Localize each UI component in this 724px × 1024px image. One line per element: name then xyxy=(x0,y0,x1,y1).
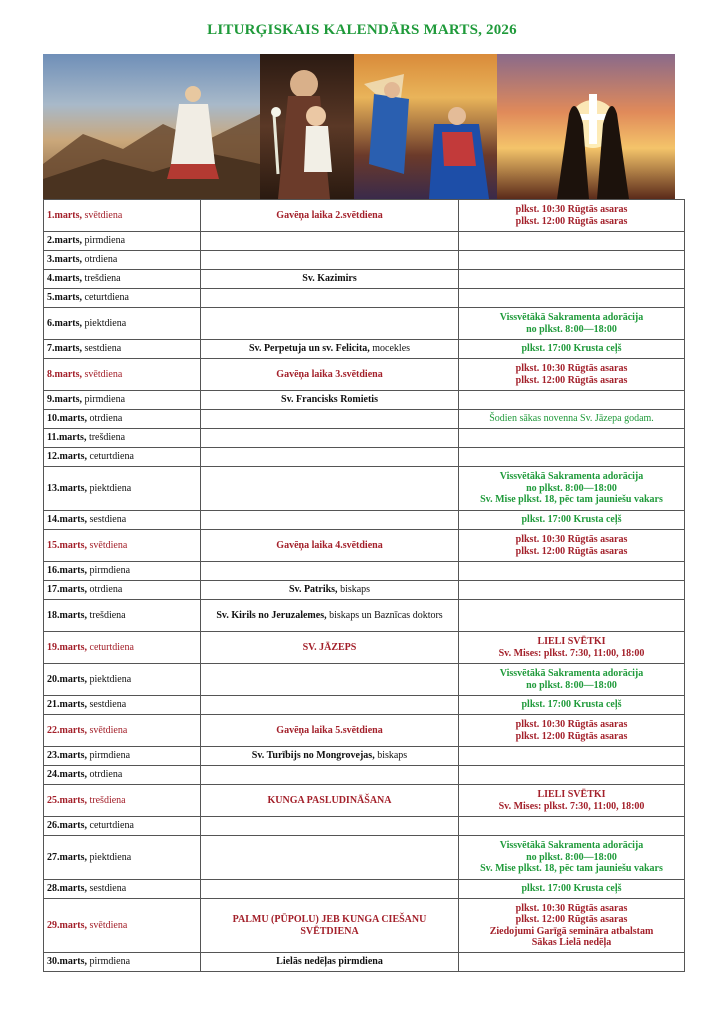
praying-jesus-image xyxy=(43,54,260,199)
weekday: ceturtdiena xyxy=(87,641,134,653)
feast-cell xyxy=(201,696,459,715)
events-cell xyxy=(459,340,685,359)
events-cell xyxy=(459,696,685,715)
feast-cell xyxy=(201,448,459,467)
date-cell xyxy=(44,270,201,289)
date-number: 11.marts, xyxy=(47,432,87,444)
event-line: no plkst. 8:00—18:00 xyxy=(526,851,617,863)
feast-cell xyxy=(201,766,459,785)
date-number: 6.marts, xyxy=(47,317,82,329)
date-cell xyxy=(44,817,201,836)
date-number: 9.marts, xyxy=(47,394,82,406)
feast-name: Sv. Perpetuja un sv. Felicita, xyxy=(248,343,370,355)
weekday: sestdiena xyxy=(82,343,122,355)
table-row xyxy=(44,880,685,899)
event-line: Ziedojumi Garīgā semināra atbalstam xyxy=(489,925,654,937)
date-cell xyxy=(44,530,201,562)
date-cell xyxy=(44,766,201,785)
date-number: 19.marts, xyxy=(47,641,87,653)
events-cell xyxy=(459,429,685,448)
event-line: no plkst. 8:00—18:00 xyxy=(526,679,617,691)
event-line: Sv. Mise plkst. 18, pēc tam jauniešu vakars xyxy=(480,494,663,506)
date-number: 21.marts, xyxy=(47,699,87,711)
date-cell xyxy=(44,562,201,581)
table-row xyxy=(44,429,685,448)
event-line: plkst. 12:00 Rūgtās asaras xyxy=(515,545,628,557)
date-number: 28.marts, xyxy=(47,883,87,895)
feast-name: Sv. Francisks Romietis xyxy=(281,394,378,406)
date-number: 22.marts, xyxy=(47,724,87,736)
events-cell xyxy=(459,562,685,581)
feast-cell xyxy=(201,715,459,747)
feast-name: Gavēņa laika 4.svētdiena xyxy=(276,539,383,551)
table-row xyxy=(44,448,685,467)
date-cell xyxy=(44,359,201,391)
feast-cell xyxy=(201,562,459,581)
weekday: svētdiena xyxy=(87,919,128,931)
events-cell xyxy=(459,581,685,600)
date-number: 14.marts, xyxy=(47,514,87,526)
feast-cell xyxy=(201,632,459,664)
date-number: 18.marts, xyxy=(47,609,87,621)
date-number: 20.marts, xyxy=(47,673,87,685)
feast-cell xyxy=(201,530,459,562)
feast-name: Sv. Patriks, xyxy=(288,584,338,596)
date-cell xyxy=(44,899,201,953)
feast-name: Sv. Kirils no Jeruzalemes, xyxy=(216,609,327,621)
events-cell xyxy=(459,836,685,880)
weekday: piektdiena xyxy=(87,851,132,863)
page-title: LITURĢISKAIS KALENDĀRS MARTS, 2026 xyxy=(207,22,517,38)
date-cell xyxy=(44,715,201,747)
date-number: 15.marts, xyxy=(47,539,87,551)
events-cell xyxy=(459,953,685,972)
event-line: LIELI SVĒTKI xyxy=(537,789,606,800)
events-cell xyxy=(459,880,685,899)
date-number: 30.marts, xyxy=(47,956,87,968)
date-number: 7.marts, xyxy=(47,343,82,355)
feast-cell xyxy=(201,817,459,836)
table-row xyxy=(44,251,685,270)
date-cell xyxy=(44,308,201,340)
feast-cell xyxy=(201,289,459,308)
event-line: Vissvētākā Sakramenta adorācija xyxy=(499,668,644,679)
table-row xyxy=(44,289,685,308)
weekday: sestdiena xyxy=(87,699,127,711)
feast-cell xyxy=(201,467,459,511)
feast-cell xyxy=(201,880,459,899)
table-row xyxy=(44,562,685,581)
weekday: trešdiena xyxy=(86,432,126,444)
feast-cell xyxy=(201,511,459,530)
event-line: plkst. 17:00 Krusta ceļš xyxy=(521,699,622,711)
date-cell xyxy=(44,632,201,664)
feast-title: biskaps xyxy=(337,584,371,596)
weekday: otrdiena xyxy=(87,769,123,781)
events-cell xyxy=(459,600,685,632)
event-line: plkst. 17:00 Krusta ceļš xyxy=(521,883,622,895)
events-cell xyxy=(459,530,685,562)
feast-cell xyxy=(201,785,459,817)
event-line: plkst. 10:30 Rūgtās asaras xyxy=(515,719,628,730)
date-number: 1.marts, xyxy=(47,209,82,221)
feast-cell xyxy=(201,664,459,696)
weekday: trešdiena xyxy=(82,273,121,285)
weekday: svētdiena xyxy=(87,539,128,551)
table-row xyxy=(44,410,685,429)
feast-cell xyxy=(201,340,459,359)
table-row xyxy=(44,581,685,600)
date-cell xyxy=(44,448,201,467)
feast-cell xyxy=(201,600,459,632)
events-cell xyxy=(459,467,685,511)
feast-name: Sv. Turībijs no Mongrovejas, xyxy=(251,750,375,762)
date-cell xyxy=(44,581,201,600)
date-cell xyxy=(44,340,201,359)
events-cell xyxy=(459,747,685,766)
table-row xyxy=(44,232,685,251)
event-line: Vissvētākā Sakramenta adorācija xyxy=(499,840,644,852)
date-cell xyxy=(44,251,201,270)
feast-cell xyxy=(201,581,459,600)
date-number: 16.marts, xyxy=(47,565,87,577)
feast-cell xyxy=(201,251,459,270)
events-cell xyxy=(459,785,685,817)
events-cell xyxy=(459,289,685,308)
feast-cell xyxy=(201,391,459,410)
event-line: plkst. 12:00 Rūgtās asaras xyxy=(515,215,628,227)
date-cell xyxy=(44,429,201,448)
date-cell xyxy=(44,511,201,530)
weekday: ceturtdiena xyxy=(87,451,134,463)
feast-name: Lielās nedēļas pirmdiena xyxy=(276,956,383,968)
date-number: 3.marts, xyxy=(47,254,82,266)
feast-cell xyxy=(201,747,459,766)
events-cell xyxy=(459,391,685,410)
table-row xyxy=(44,899,685,953)
date-number: 17.marts, xyxy=(47,584,87,596)
table-row xyxy=(44,530,685,562)
date-cell xyxy=(44,391,201,410)
feast-cell xyxy=(201,232,459,251)
date-cell xyxy=(44,785,201,817)
event-line: plkst. 10:30 Rūgtās asaras xyxy=(515,204,628,215)
table-row xyxy=(44,340,685,359)
table-row xyxy=(44,766,685,785)
feast-cell xyxy=(201,836,459,880)
weekday: sestdiena xyxy=(87,514,127,526)
weekday: otrdiena xyxy=(82,254,118,266)
weekday: piektdiena xyxy=(87,482,132,494)
event-line: Vissvētākā Sakramenta adorācija xyxy=(499,471,644,483)
table-row xyxy=(44,359,685,391)
date-number: 25.marts, xyxy=(47,794,87,806)
weekday: pirmdiena xyxy=(82,235,126,247)
table-row xyxy=(44,200,685,232)
event-line: plkst. 17:00 Krusta ceļš xyxy=(521,343,622,355)
weekday: piektdiena xyxy=(87,673,132,685)
date-number: 26.marts, xyxy=(47,820,87,832)
weekday: trešdiena xyxy=(87,609,126,621)
table-row xyxy=(44,467,685,511)
date-number: 2.marts, xyxy=(47,235,82,247)
saint-joseph-image xyxy=(260,54,354,199)
date-number: 23.marts, xyxy=(47,750,87,762)
banner-images xyxy=(43,54,675,199)
events-cell xyxy=(459,766,685,785)
feast-title: biskaps un Baznīcas doktors xyxy=(326,609,443,621)
event-line: Sv. Mises: plkst. 7:30, 11:00, 18:00 xyxy=(498,647,645,659)
feast-cell xyxy=(201,410,459,429)
weekday: piektdiena xyxy=(82,317,127,329)
date-cell xyxy=(44,953,201,972)
events-cell xyxy=(459,511,685,530)
feast-name: SV. JĀZEPS xyxy=(302,641,357,653)
date-cell xyxy=(44,410,201,429)
weekday: pirmdiena xyxy=(87,750,131,762)
praying-hands-image xyxy=(497,54,675,199)
table-row xyxy=(44,270,685,289)
date-cell xyxy=(44,696,201,715)
feast-name: KUNGA PASLUDINĀŠANA xyxy=(267,794,392,806)
events-cell xyxy=(459,200,685,232)
table-row xyxy=(44,715,685,747)
event-line: Vissvētākā Sakramenta adorācija xyxy=(499,312,644,323)
event-line: Šodien sākas novenna Sv. Jāzepa godam. xyxy=(489,413,654,425)
weekday: svētdiena xyxy=(82,209,123,221)
events-cell xyxy=(459,664,685,696)
calendar-table xyxy=(43,199,685,972)
feast-title: mocekles xyxy=(369,343,411,355)
weekday: sestdiena xyxy=(87,883,127,895)
event-line: plkst. 17:00 Krusta ceļš xyxy=(521,514,622,526)
date-cell xyxy=(44,664,201,696)
date-cell xyxy=(44,232,201,251)
date-number: 5.marts, xyxy=(47,292,82,304)
feast-cell xyxy=(201,899,459,953)
events-cell xyxy=(459,817,685,836)
events-cell xyxy=(459,715,685,747)
date-cell xyxy=(44,200,201,232)
date-cell xyxy=(44,747,201,766)
events-cell xyxy=(459,232,685,251)
table-row xyxy=(44,391,685,410)
date-number: 8.marts, xyxy=(47,368,82,380)
date-number: 27.marts, xyxy=(47,851,87,863)
weekday: svētdiena xyxy=(87,724,128,736)
events-cell xyxy=(459,410,685,429)
feast-title: biskaps xyxy=(374,750,408,762)
date-cell xyxy=(44,467,201,511)
events-cell xyxy=(459,308,685,340)
event-line: plkst. 10:30 Rūgtās asaras xyxy=(515,534,628,545)
event-line: Sv. Mise plkst. 18, pēc tam jauniešu vakars xyxy=(480,863,663,875)
feast-cell xyxy=(201,200,459,232)
table-row xyxy=(44,632,685,664)
events-cell xyxy=(459,270,685,289)
date-number: 13.marts, xyxy=(47,482,87,494)
events-cell xyxy=(459,632,685,664)
event-line: LIELI SVĒTKI xyxy=(537,636,606,647)
event-line: no plkst. 8:00—18:00 xyxy=(526,323,617,335)
event-line: plkst. 10:30 Rūgtās asaras xyxy=(515,902,628,914)
feast-cell xyxy=(201,429,459,448)
feast-name: Sv. Kazimirs xyxy=(302,273,357,285)
event-line: Sākas Lielā nedēļa xyxy=(531,937,612,948)
table-row xyxy=(44,308,685,340)
feast-cell xyxy=(201,359,459,391)
table-row xyxy=(44,696,685,715)
events-cell xyxy=(459,359,685,391)
weekday: pirmdiena xyxy=(87,956,131,968)
feast-name: Gavēņa laika 3.svētdiena xyxy=(276,368,383,380)
feast-name: Gavēņa laika 2.svētdiena xyxy=(276,209,383,221)
event-line: plkst. 12:00 Rūgtās asaras xyxy=(515,914,628,925)
weekday: svētdiena xyxy=(82,368,123,380)
weekday: pirmdiena xyxy=(87,565,131,577)
weekday: otrdiena xyxy=(87,584,123,596)
feast-name: Gavēņa laika 5.svētdiena xyxy=(276,724,383,736)
date-cell xyxy=(44,289,201,308)
weekday: ceturtdiena xyxy=(82,292,129,304)
table-row xyxy=(44,747,685,766)
feast-name: PALMU (PŪPOLU) JEB KUNGA CIEŠANU SVĒTDIENA xyxy=(232,914,427,937)
date-cell xyxy=(44,836,201,880)
date-number: 24.marts, xyxy=(47,769,87,781)
event-line: no plkst. 8:00—18:00 xyxy=(526,482,617,494)
events-cell xyxy=(459,899,685,953)
date-cell xyxy=(44,880,201,899)
annunciation-image xyxy=(354,54,497,199)
feast-cell xyxy=(201,308,459,340)
weekday: pirmdiena xyxy=(82,394,126,406)
table-row xyxy=(44,953,685,972)
date-number: 12.marts, xyxy=(47,451,87,463)
weekday: otrdiena xyxy=(87,413,123,425)
weekday: trešdiena xyxy=(87,794,126,806)
event-line: plkst. 12:00 Rūgtās asaras xyxy=(515,374,628,386)
event-line: plkst. 10:30 Rūgtās asaras xyxy=(515,363,628,374)
events-cell xyxy=(459,448,685,467)
date-number: 4.marts, xyxy=(47,273,82,285)
event-line: plkst. 12:00 Rūgtās asaras xyxy=(515,730,628,742)
weekday: ceturtdiena xyxy=(87,820,134,832)
date-number: 29.marts, xyxy=(47,919,87,931)
table-row xyxy=(44,817,685,836)
table-row xyxy=(44,664,685,696)
table-row xyxy=(44,600,685,632)
feast-cell xyxy=(201,953,459,972)
date-number: 10.marts, xyxy=(47,413,87,425)
date-cell xyxy=(44,600,201,632)
event-line: Sv. Mises: plkst. 7:30, 11:00, 18:00 xyxy=(498,800,645,812)
table-row xyxy=(44,836,685,880)
table-row xyxy=(44,511,685,530)
feast-cell xyxy=(201,270,459,289)
table-row xyxy=(44,785,685,817)
events-cell xyxy=(459,251,685,270)
